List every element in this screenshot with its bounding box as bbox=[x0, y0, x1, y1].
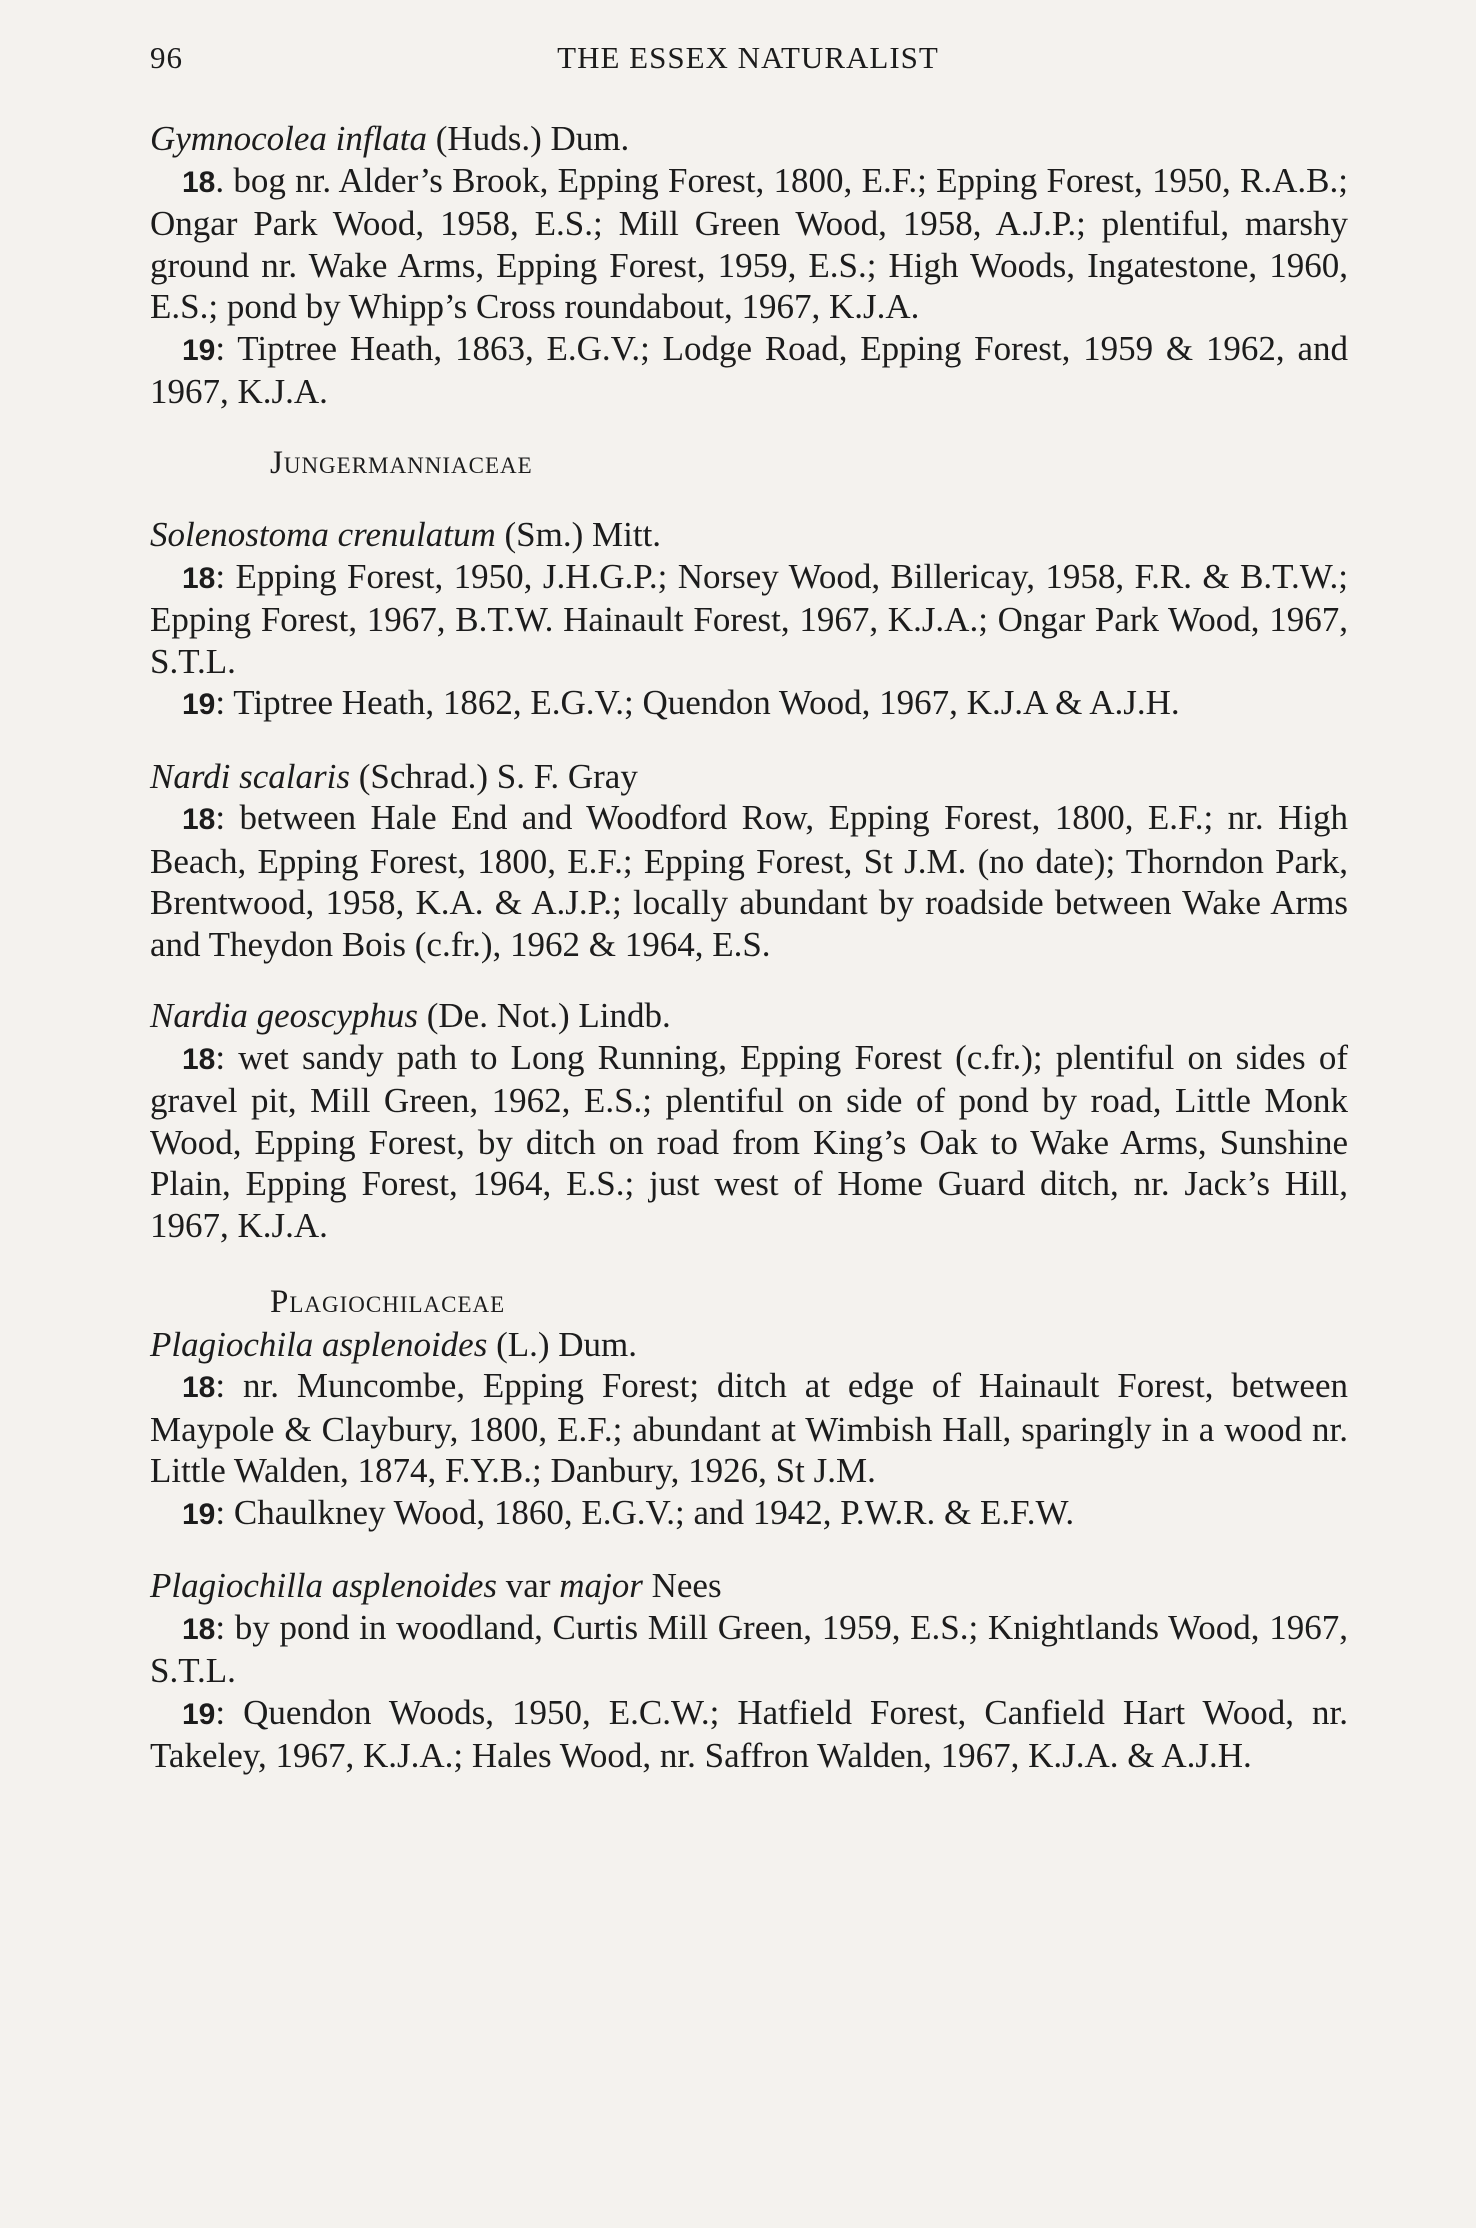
species-authority: (Huds.) Dum. bbox=[427, 119, 630, 158]
vice-county-number: 19 bbox=[182, 1697, 216, 1731]
record-paragraph bbox=[150, 1037, 1348, 1247]
species-name: Solenostoma crenulatum bbox=[150, 515, 496, 554]
species-authority: (L.) Dum. bbox=[487, 1324, 638, 1364]
page-number: 96 bbox=[150, 40, 183, 75]
record-paragraph bbox=[150, 797, 1348, 965]
record-paragraph bbox=[150, 1365, 1348, 1492]
species-authority: Nees bbox=[642, 1566, 722, 1605]
vice-county-number: 18 bbox=[182, 1042, 216, 1076]
vice-county-number: 19 bbox=[182, 688, 216, 721]
vice-county-number: 18 bbox=[182, 561, 216, 595]
family-heading: Plagiochilaceae bbox=[270, 1284, 506, 1320]
record-text: : Epping Forest, 1950, J.H.G.P.; Norsey Wood, Billericay, 1958, F.R. & B.T.W.; Epping Forest, 1967, B.T.W. Hainault Forest, 1967, K.J.A.; Ongar Park Wood, 1967, S.T.L. bbox=[150, 556, 1348, 681]
record-text: : nr. Muncombe, Epping Forest; ditch at edge of Hainault Forest, between Maypole & Claybury, 1800, E.F.; abundant at Wimbish Hall, sparingly in a wood nr. Little Walden, 1874, F.Y.B.; Danbury, 1926, St J.M. bbox=[150, 1366, 1348, 1490]
record-paragraph bbox=[150, 328, 1348, 413]
species-name: Nardia geoscyphus bbox=[150, 996, 418, 1035]
vice-county-number: 18 bbox=[182, 803, 216, 836]
record-text: : Quendon Woods, 1950, E.C.W.; Hatfield Forest, Canfield Hart Wood, nr. Takeley, 1967, K.J.A.; Hales Wood, nr. Saffron Walden, 1967, K.J.A. & A.J.H. bbox=[150, 1692, 1348, 1775]
page-header bbox=[150, 40, 1346, 80]
record-text: : Tiptree Heath, 1862, E.G.V.; Quendon Wood, 1967, K.J.A & A.J.H. bbox=[215, 683, 1180, 722]
record-paragraph bbox=[150, 682, 1348, 726]
record-text: : by pond in woodland, Curtis Mill Green, 1959, E.S.; Knightlands Wood, 1967, S.T.L. bbox=[150, 1607, 1348, 1690]
record-paragraph bbox=[150, 1692, 1348, 1777]
main-text bbox=[150, 118, 1348, 1777]
species-name: Nardi scalaris bbox=[150, 756, 350, 796]
record-paragraph bbox=[150, 160, 1348, 328]
species-heading bbox=[150, 995, 1348, 1037]
vice-county-number: 18 bbox=[182, 1371, 216, 1404]
record-text: : Chaulkney Wood, 1860, E.G.V.; and 1942, P.W.R. & E.F.W. bbox=[215, 1492, 1075, 1532]
species-name: Gymnocolea inflata bbox=[150, 119, 428, 158]
record-paragraph bbox=[150, 556, 1348, 683]
species-heading bbox=[150, 1324, 1348, 1366]
record-text: . bog nr. Alder’s Brook, Epping Forest, 1800, E.F.; Epping Forest, 1950, R.A.B.; Ongar Park Wood, 1958, E.S.; Mill Green Wood, 1958, A.J.P.; plentiful, marshy ground nr. Wake Arms, Epping Forest, 1959, E.S.; High Woods, Ingatestone, 1960, E.S.; pond by Whipp’s Cross roundabout, 1967, K.J.A. bbox=[150, 160, 1348, 326]
species-heading bbox=[150, 514, 1348, 556]
species-heading bbox=[150, 756, 1348, 798]
record-text: : Tiptree Heath, 1863, E.G.V.; Lodge Road, Epping Forest, 1959 & 1962, and 1967, K.J.A. bbox=[150, 328, 1348, 411]
species-name: Plagiochila asplenoides bbox=[150, 1324, 488, 1364]
vice-county-number: 18 bbox=[182, 165, 216, 199]
variety-connector: var bbox=[497, 1566, 560, 1605]
vice-county-number: 18 bbox=[182, 1612, 216, 1646]
species-heading bbox=[150, 118, 1348, 160]
record-paragraph bbox=[150, 1607, 1348, 1692]
species-authority: (Sm.) Mitt. bbox=[495, 515, 662, 554]
species-authority: (De. Not.) Lindb. bbox=[418, 996, 671, 1035]
running-head: THE ESSEX NATURALIST bbox=[557, 40, 939, 75]
vice-county-number: 19 bbox=[182, 333, 216, 367]
family-heading: Jungermanniaceae bbox=[270, 444, 533, 481]
record-text: : wet sandy path to Long Running, Epping Forest (c.fr.); plentiful on sides of gravel pit, Mill Green, 1962, E.S.; plentiful on side of pond by road, Little Monk Wood, Epping Forest, by ditch on road from King’s Oak to Wake Arms, Sunshine Plain, Epping Forest, 1964, E.S.; just west of Home Guard ditch, nr. Jack’s Hill, 1967, K.J.A. bbox=[150, 1037, 1348, 1245]
species-name: Plagiochilla asplenoides bbox=[150, 1566, 498, 1605]
variety-name: major bbox=[559, 1566, 643, 1605]
record-text: : between Hale End and Woodford Row, Epping Forest, 1800, E.F.; nr. High Beach, Epping Forest, 1800, E.F.; Epping Forest, St J.M. (no date); Thorndon Park, Brentwood, 1958, K.A. & A.J.P.; locally abundant by roadside between Wake Arms and Theydon Bois (c.fr.), 1962 & 1964, E.S. bbox=[150, 798, 1348, 964]
vice-county-number: 19 bbox=[182, 1497, 216, 1531]
species-heading bbox=[150, 1565, 1348, 1607]
record-paragraph bbox=[150, 1492, 1348, 1536]
species-authority: (Schrad.) S. F. Gray bbox=[350, 756, 638, 796]
